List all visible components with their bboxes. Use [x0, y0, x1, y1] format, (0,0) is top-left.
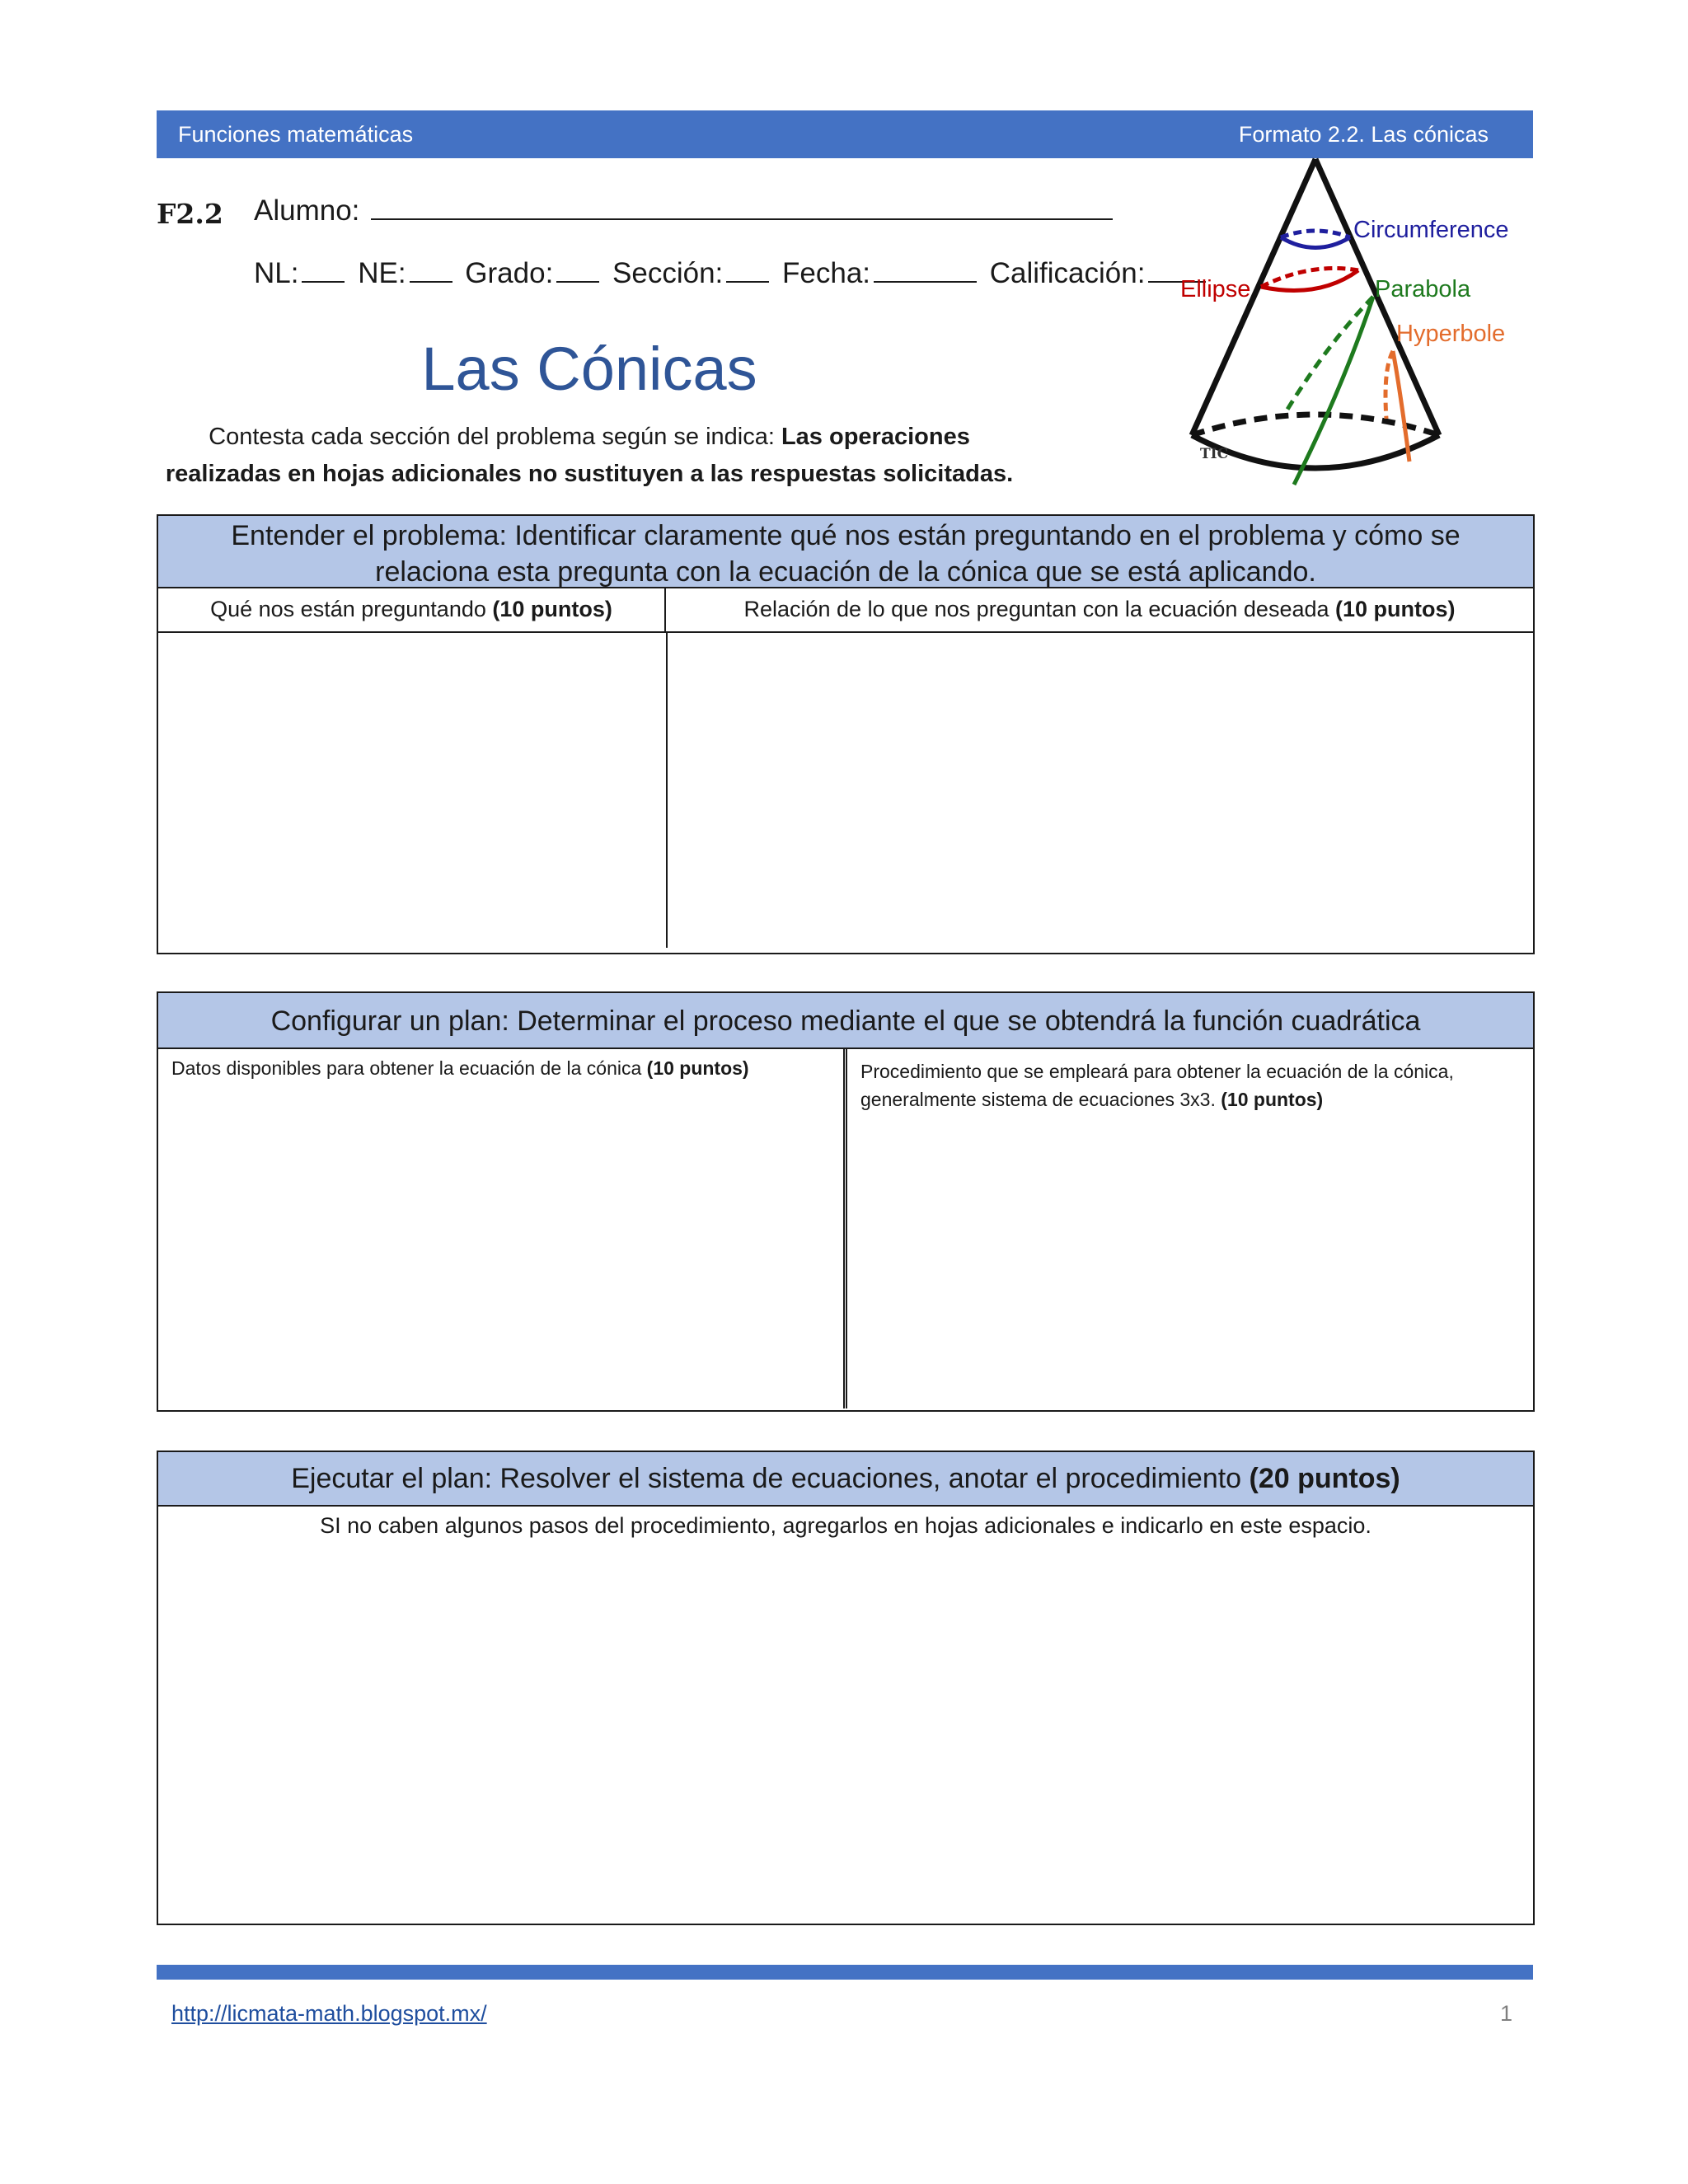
section1-heading-line1: Entender el problema: Identificar claramente qué nos están preguntando en el problema y cómo se [231, 520, 1461, 551]
circumference-curve-front [1281, 237, 1350, 248]
section2-heading: Configurar un plan: Determinar el proceso mediante el que se obtendrá la función cuadrática [158, 993, 1533, 1049]
section-execute-plan [157, 1451, 1535, 1925]
section2-col1-points: (10 puntos) [646, 1057, 749, 1079]
parabola-curve-front [1294, 297, 1373, 485]
header-right-text: Formato 2.2. Las cónicas [1238, 122, 1489, 147]
section1-col2-text: Relación de lo que nos preguntan con la ecuación deseada [743, 597, 1336, 621]
section2-answer-box-1[interactable] [158, 1049, 847, 1408]
hyperbole-label: Hyperbole [1396, 321, 1506, 347]
seccion-field[interactable] [726, 258, 769, 283]
section2-col2-points: (10 puntos) [1221, 1089, 1324, 1110]
alumno-label: Alumno: [254, 194, 360, 227]
section1-heading-line2: relaciona esta pregunta con la ecuación de la cónica que se está aplicando. [375, 556, 1316, 588]
ellipse-label: Ellipse [1180, 276, 1251, 302]
student-info-line [254, 257, 1211, 290]
parabola-curve-back [1286, 297, 1373, 412]
fecha-label: Fecha: [782, 257, 871, 289]
section1-heading [158, 516, 1533, 588]
section-configure-plan [157, 991, 1535, 1412]
section3-answer-box[interactable] [158, 1539, 1533, 1901]
circumference-label: Circumference [1353, 217, 1509, 243]
section1-answer-row [158, 633, 1533, 948]
section1-answer-box-2[interactable] [668, 633, 1533, 948]
seccion-label: Sección: [612, 257, 724, 289]
section2-col1-text: Datos disponibles para obtener la ecuación de la cónica [171, 1057, 647, 1079]
section2-col2-text: Procedimiento que se empleará para obtener la ecuación de la cónica, generalmente sistema de ecuaciones 3x3. [860, 1061, 1454, 1110]
instructions-text: Contesta cada sección del problema según se indica: [209, 424, 781, 450]
section2-answer-box-2[interactable] [847, 1049, 1533, 1408]
section3-heading [158, 1452, 1533, 1507]
tic-logo: TIC [1200, 446, 1229, 462]
circumference-curve-back [1281, 231, 1350, 237]
section1-col1-points: (10 puntos) [492, 597, 612, 621]
parabola-label: Parabola [1375, 276, 1471, 302]
instructions-bold-1: Las operaciones [781, 424, 970, 450]
hyperbole-curve-back [1386, 351, 1393, 419]
section1-col2-points: (10 puntos) [1335, 597, 1456, 621]
page-title: Las Cónicas [421, 335, 757, 403]
nl-field[interactable] [302, 258, 345, 283]
instructions-bold-2: realizadas en hojas adicionales no sustituyen a las respuestas solicitadas. [165, 461, 1014, 487]
footer-link[interactable]: http://licmata-math.blogspot.mx/ [171, 2001, 487, 2026]
section3-heading-points: (20 puntos) [1249, 1463, 1400, 1494]
section1-answer-box-1[interactable] [158, 633, 668, 948]
fecha-field[interactable] [874, 258, 977, 283]
header-left-text: Funciones matemáticas [178, 122, 414, 147]
ne-label: NE: [358, 257, 406, 289]
section3-note: SI no caben algunos pasos del procedimiento, agregarlos en hojas adicionales e indicarlo en este espacio. [320, 1513, 1372, 1538]
grado-label: Grado: [465, 257, 554, 289]
ne-field[interactable] [410, 258, 452, 283]
section1-col1-header [158, 588, 666, 631]
form-code: F2.2 [157, 198, 223, 230]
calificacion-label: Calificación: [989, 257, 1146, 289]
section3-heading-text: Ejecutar el plan: Resolver el sistema de ecuaciones, anotar el procedimiento [291, 1463, 1250, 1494]
footer-bar [157, 1965, 1533, 1980]
instructions [165, 419, 1014, 493]
section1-col2-header [666, 588, 1533, 631]
grado-field[interactable] [556, 258, 599, 283]
section2-answer-row [158, 1049, 1533, 1408]
section-understand-problem [157, 514, 1535, 954]
section1-col1-text: Qué nos están preguntando [210, 597, 493, 621]
alumno-field[interactable] [371, 195, 1113, 220]
student-name-line [254, 194, 1118, 227]
page-header [157, 110, 1533, 158]
conic-sections-cone-figure [1170, 155, 1533, 501]
nl-label: NL: [254, 257, 299, 289]
section1-subheader-row [158, 588, 1533, 633]
page-number: 1 [1500, 2001, 1513, 2026]
